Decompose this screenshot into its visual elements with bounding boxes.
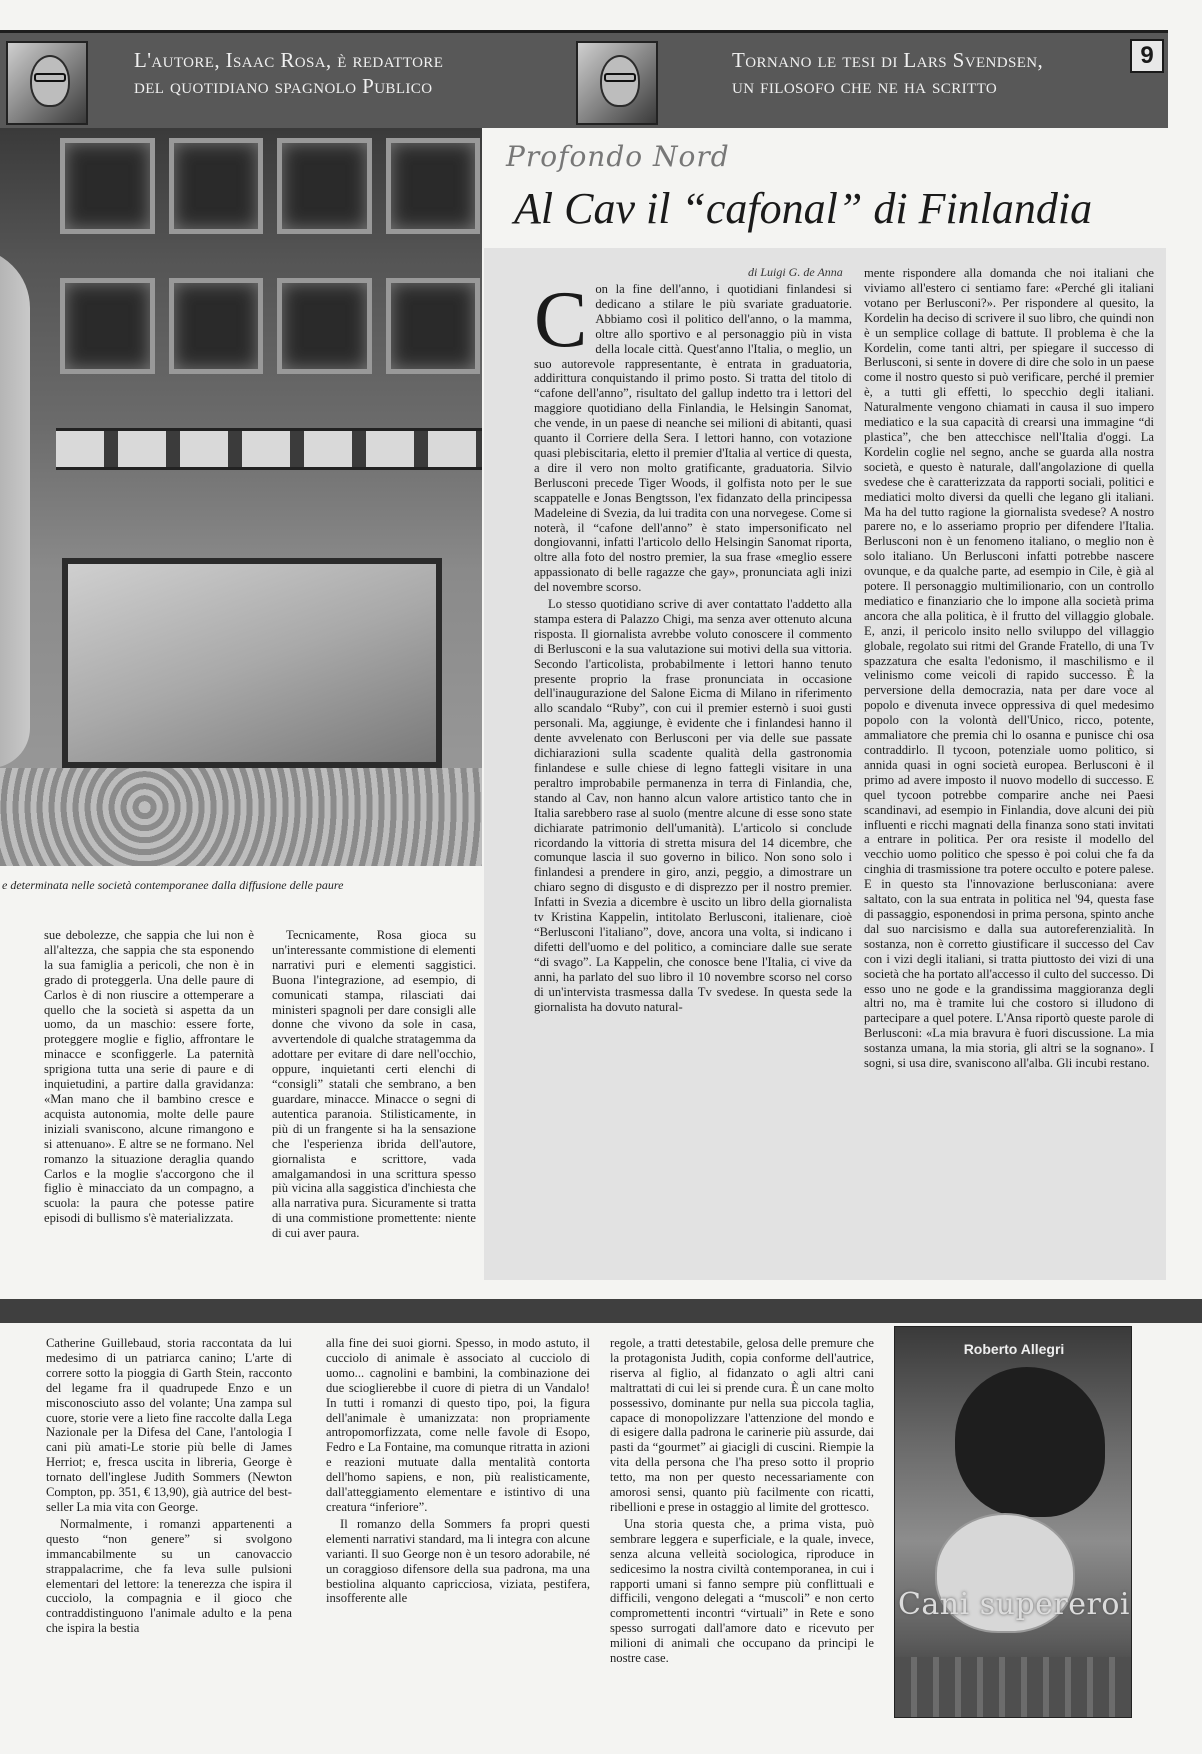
article-paragraph: Lo stesso quotidiano scrive di aver contattato l'addetto alla stampa estera di Palazzo Chigi, ma senza aver ottenuto alcuna risposta. Il giornalista avrebbe voluto conoscere il commento di Berlusconi e la sua valutazione sui motivi della sua vittoria. Secondo l'articolista, probabilmente i lettori hanno tenuto presente proprio la frase pronunciata in occasione dell'inaugurazione del Salone Eicma di Milano in riferimento allo scandalo “Ruby”, con cui il premier esternò i suoi gusti personali. Ma, aggiunge, è evidente che i finlandesi hanno il dente avvelenato con Berlusconi per via delle sue passate dichiarazioni sulla scadente qualità della gastronomia finlandese e sulle chiese di legno fattegli visitare in una peraltro improbabile permanenza in terra di Finlandia, che, stando al Cav, non hanno alcun valore artistico tanto che in Italia sarebbero rase al suolo (mentre alcune di esse sono state dichiarate patrimonio dell'umanità). L'articolo si conclude ricordando la vittoria di stretta misura del 14 dicembre, che comunque lascia il suo governo in bilico. Non sono solo i finlandesi a prendere in giro, anzi, peggio, a dimostrare un chiaro segno di disgusto e di disprezzo per il nostro premier. Infatti in Svezia a dicembre è uscito un libro della giornalista tv Kristina Kappelin, intitolato Berlusconi, italienare, cioè “Berlusconi l'italiano”, dove, ancora una volta, si indicano i difetti dell'uomo e del politico, a cominciare dalle sue serate “di svago”. La Kappelin, che conosce bene l'Italia, ci vive da anni, ha parlato del suo libro il 10 novembre scorso nel corso di un'intervista trasmessa dalla Tv svedese. In questa sede la giornalista ha dovuto natural- [534, 597, 852, 1014]
article-paragraph: Il romanzo della Sommers fa propri questi elementi narrativi standard, ma li integra con alcune varianti. Il suo George non è un tesoro adorabile, né un coraggioso difensore della sua padrona, ma una bestiolina alquanto capricciosa, viziata, pestifera, insofferente alle [326, 1516, 590, 1606]
article-headline: Al Cav il “cafonal” di Finlandia [514, 184, 1093, 233]
article-kicker: Profondo Nord [506, 140, 730, 173]
teaser-left [134, 47, 443, 99]
page-number: 9 [1130, 39, 1164, 73]
left-article-column-2 [272, 928, 476, 1243]
article-paragraph: sue debolezze, che sappia che lui non è all'altezza, che sappia che sta esponendo la sua famiglia a pericoli, che non è in grado di proteggerla. Una delle paure di Carlos è di non riuscire a ottemperare a quello che la società si aspetta da un uomo, da un maschio: essere forte, proteggere moglie e figlio, affrontare le minacce e sconfiggerle. La paternità sprigiona tutta una serie di paure e di inquietudini, a partire dalla gravidanza: «Man mano che il bambino cresce e acquista autonomia, molte delle paure iniziali svaniscono, alcune rimangono e si attenuano». E altre se ne formano. Nel romanzo la situazione deraglia quando Carlos e la moglie s'accorgono che il figlio è minacciato da un compagno, a scuola: la paura che potesse patire episodi di bullismo s'è materializzata. [44, 928, 254, 1226]
book-cover-author: Roberto Allegri [963, 1341, 1065, 1357]
left-article-column-1 [44, 928, 254, 1228]
article-column-2 [864, 266, 1154, 1073]
article-paragraph: on la fine dell'anno, i quotidiani finlandesi si dedicano a stilare le più svariate graduatorie. Abbiamo così il politico dell'anno, o la mamma, oltre allo sportivo e al personaggio più in vista della locale città. Quest'anno l'Italia, o meglio, un suo autorevole rappresentante, è entrata in graduatoria, addirittura conquistando il primo posto. Si tratta del titolo di “cafone dell'anno”, risultato del gallup indetto tra i lettori del maggiore quotidiano della Finlandia, le Helsingin Sanomat, che vende, in un paese di neanche sei milioni di abitanti, quasi quanto il Corriere della Sera. I lettori hanno, con votazione quasi plebiscitaria, eletto il premier d'Italia al vertice di questa, a dire il vero non molto gratificante, graduatoria. Silvio Berlusconi precede Tiger Woods, il golfista noto per le sue scappatelle e Jonas Bengtsson, l'ex fidanzato della principessa Madeleine di Svezia, da lui tradita con una norvegese. Come si noterà, il “cafone dell'anno” è stato impersonificato nel dongiovanni, infatti l'articolo dello Helsingin Sanomat riporta, oltre alla foto del nostro premier, la sua frase «meglio essere appassionato di belle ragazze che gay», pronunciata agli inizi del novembre scorso. [534, 282, 852, 595]
article-paragraph: regole, a tratti detestabile, gelosa delle premure che la protagonista Judith, copia conforme dell'autrice, riserva al figlio, al fidanzato o agli altri cani maltrattati di cui lei si prende cura. È un cane molto possessivo, dominante pur nella sua piccola taglia, capace di monopolizzare l'attenzione del mondo e di esigere dalla padrona le carinerie più assurde, dai pasti da “gourmet” ai giacigli di cuscini. Riempie la vita della persona che l'ha preso sotto il proprio tetto, ma non per questo necessariamente con amorosi sensi, quanto più facilmente con ricatti, ribellioni e prese in ostaggio al limite del grottesco. [610, 1336, 874, 1514]
control-room-photo [0, 128, 482, 866]
author-portrait-photo [6, 41, 88, 125]
page-header-band [0, 30, 1168, 128]
article-byline: di Luigi G. de Anna [748, 265, 843, 279]
teaser-right-line1: Tornano le tesi di Lars Svendsen, [732, 48, 1044, 72]
lower-article-column-2 [326, 1336, 590, 1608]
article-paragraph: Normalmente, i romanzi appartenenti a questo “non genere” si svolgono immancabilmente su un canovaccio strappalacrime, che fa leva sulle pulsioni elementari del lettore: la tenerezza che ispira il cucciolo, la compagnia e il gioco che contraddistinguono l'animale adulto e la pena che ispira la bestia [46, 1516, 292, 1636]
article-column-1 [534, 276, 852, 1016]
teaser-right [732, 47, 1043, 99]
lower-article-column-1 [46, 1336, 292, 1638]
teaser-left-line2: del quotidiano spagnolo Publico [134, 74, 433, 98]
photo-caption: e determinata nelle società contemporanee dalla diffusione delle paure [2, 878, 344, 892]
article-paragraph: alla fine dei suoi giorni. Spesso, in modo astuto, il cucciolo di animale è associato al cucciolo di uomo... cagnolini e bambini, la combinazione dei due scioglierebbe il cuore di pietra di un Vandalo! In tutti i romanzi di questo tipo, poi, la figura dell'animale è umanizzata: non propriamente antropomorfizzata, come nelle favole di Esopo, Fedro e La Fontaine, ma comunque ritratta in azioni e reazioni mutuate dalla mentalità contorta dell'homo sapiens, e non, più realisticamente, dall'atteggiamento elementare e istintivo di una creatura “inferiore”. [326, 1336, 590, 1514]
book-cover-image [894, 1326, 1132, 1718]
lower-article-column-3 [610, 1336, 874, 1668]
main-article [484, 128, 1166, 1280]
book-cover-title: Cani supereroi [897, 1587, 1131, 1622]
article-paragraph: Tecnicamente, Rosa gioca su un'interessante commistione di elementi narrativi puri e elementi saggistici. Buona l'integrazione, ad esempio, di comunicati stampa, rilasciati dai ministeri spagnoli per dare consigli alle donne che vivono da sole in casa, avvertendole di qualche stratagemma da adottare per evitare di darе nell'occhio, oppure, inquietanti certi elenchi di “consigli” statali che sembrano, a ben guardare, minacce. Minacce o segni di autentica paranoia. Stilisticamente, in più di un frangente si ha la sensazione che l'esperienza ibrida dell'autore, giornalista e scrittore, vada amalgamandosi in una scrittura spesso più vicina alla saggistica d'inchiesta che alla narrativa pura. Sicuramente si tratta di una commistione promettente: niente di cui aver paura. [272, 928, 476, 1241]
article-paragraph: Una storia questa che, a prima vista, può sembrare leggera e superficiale, e la quale, invece, senza alcuna velleità sociologica, riproduce in sedicesimo la nostra civiltà contemporanea, in cui i rapporti umani si fanno sempre più conflittuali e difficili, vengono delegati a “muscoli” e non certo compromettenti incontri “virtuali” in Rete e sono spesso surrogati dall'amore dato e ricevuto per milioni di animali che occupano da principi le nostre case. [610, 1516, 874, 1666]
teaser-left-line1: L'autore, Isaac Rosa, è redattore [134, 48, 444, 72]
section-divider [0, 1299, 1202, 1323]
teaser-right-line2: un filosofo che ne ha scritto [732, 74, 998, 98]
philosopher-portrait-photo [576, 41, 658, 125]
article-paragraph: mente rispondere alla domanda che noi italiani che viviamo all'estero ci sentiamo fare: «Perché gli italiani votano per Berlusconi?». Per rispondere al quesito, la Kordelin ha deciso di scrivere il suo libro, che quindi non è un semplice collage di battute. Il problema è che la Kordelin, come tanti altri, per spiegare il successo di Berlusconi, si sente in dovere di dire che solo in un paese come il nostro questo si può verificare, perché il premier è, a tutti gli effetti, lo specchio degli italiani. Naturalmente vengono chiamati in causa il suo impero mediatico e la sua capacità di crearsi una immagine “di plastica”, che ben attecchisce nell'Italia d'oggi. La Kordelin coglie nel segno, anche se guarda alla nostra società, e questo è naturale, dall'angolazione di quella svedese che è caratterizzata da rapporti sociali, politici e mediatici molto diversi da quelli che legano gli italiani. Ma ha del tutto ragione la giornalista svedese? A nostro parere no, e lo asseriamo proprio per difendere l'Italia. Berlusconi non è un fenomeno italiano, o meglio non è solo italiano. Un Berlusconi infatti potrebbe nascere ovunque, e da qualche parte, ad esempio in Cile, è già al potere. Il personaggio multimilionario, con un controllo mediatico e finanziario che lo impone alla società prima ancora che alla politica, è il frutto del villaggio globale. E, anzi, il pericolo insito nello sviluppo del villaggio globale, regolato sui ritmi del Grande Fratello, di una Tv spazzatura che esalta l'edonismo, il maschilismo e il velinismo come veicoli di rapido successo. È la perversione della democrazia, nata per dare voce al popolo e divenuta invece oppressiva di quel medesimo popolo con la volontà dell'Unico, ricco, potente, ammaliatore che premia chi lo osanna e punisce chi osa contraddirlo. Il tycoon, potenziale uomo politico, si annida quasi in ogni società europea. Berlusconi è il primo ad avere imposto il nuovo modello di successo. E quel tycoon potrebbe comparire anche nei Paesi scandinavi, ad esempio in Finlandia, dove alcuni dei più influenti e ricchi magnati della finanza sono stati invitati a entrare in politica. Per ora resiste il modello del vecchio uomo politico che spesso è poi colui che fa da cinghia di trasmissione tra potere occulto e potere palese. E in questo sta l'innovazione berlusconiana: avere saltato, con la sua entrata in politica nel '94, questa fase di passaggio, esponendosi in prima persona, spinto anche dal suo narcisismo e dalla sua autoreferenzialità. In sostanza, non è corretto giustificare il successo del Cav con i vizi degli italiani, si tratta piuttosto dei vizi di una società che ha portato all'accesso il culto del successo. Di esso uno ne gode e la grandissima maggioranza degli altri no, ma è tramite lui che costoro si illudono di partecipare a quel potere. L'Ansa riportò queste parole di Berlusconi: «La mia bravura è fuori discussione. La mia sostanza umana, la mia storia, gli altri se la sognano». I sogni, si usa dire, svaniscono all'alba. Gli incubi restano. [864, 266, 1154, 1071]
drop-cap: C [534, 276, 588, 364]
article-paragraph: Catherine Guillebaud, storia raccontata da lui medesimo di un patriarca canino; L'arte di correre sotto la pioggia di Garth Stein, racconto del legame fra il quadrupede Enzo e un misconosciuto asso del volante; Una zampa sul cuore, storie vere a lieto fine raccolte dalla Lega Nazionale per la Difesa del Cane, l'antologia I cani più amati-Le storie più belle di James Herriot; e, fresca uscita in libreria, George è tornato dell'inglese Judith Sommers (Newton Compton, pp. 351, € 13,90), già autrice del best-seller La mia vita con George. [46, 1336, 292, 1514]
